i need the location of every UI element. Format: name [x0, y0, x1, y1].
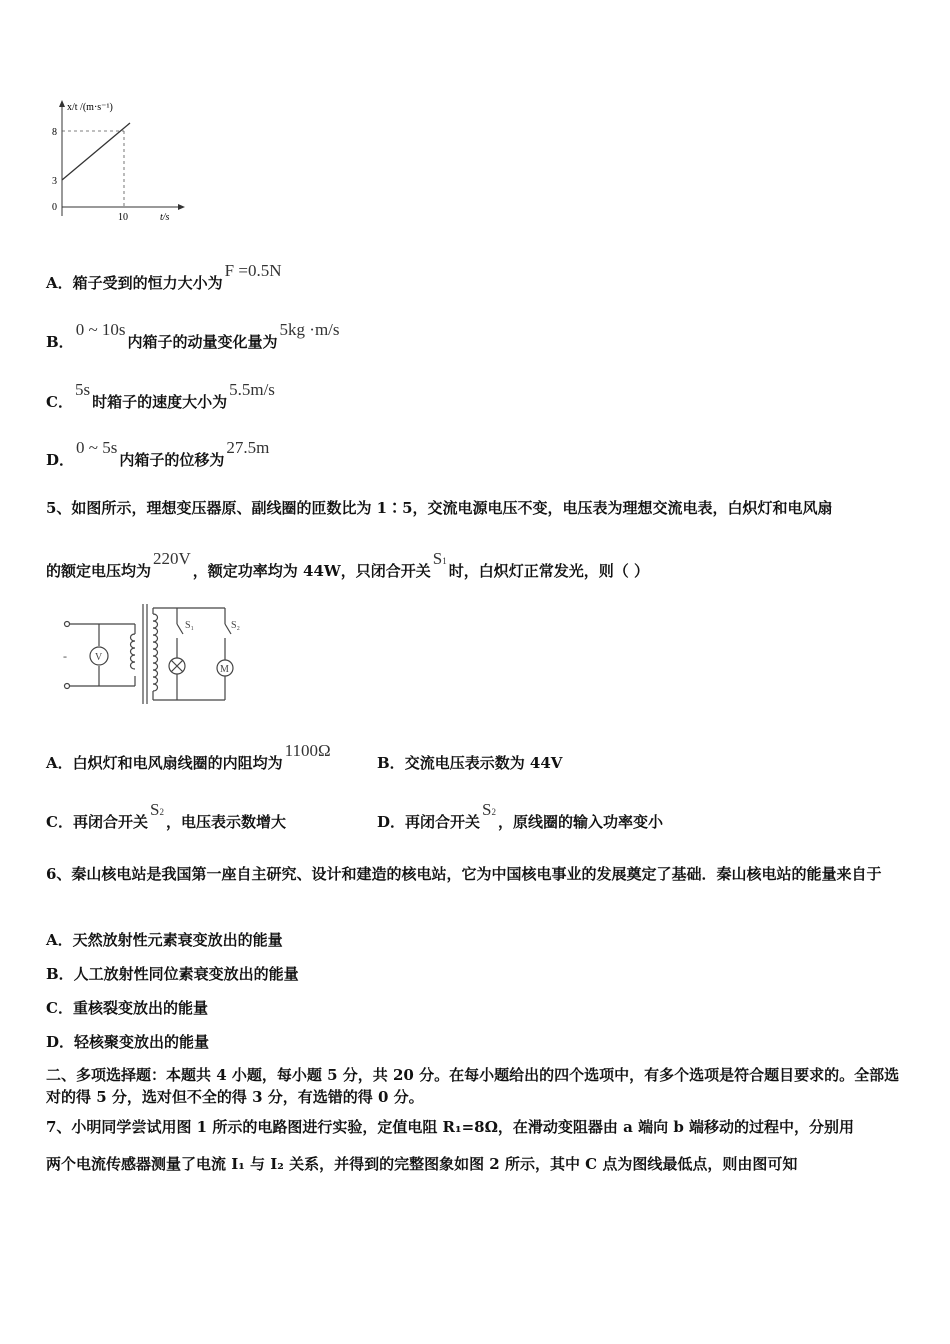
svg-text:V: V — [95, 652, 103, 663]
math-force: F =0.5N — [224, 261, 282, 280]
y-tick-8: 8 — [52, 127, 57, 138]
x-axis-arrow — [178, 204, 185, 210]
math-velocity: 5.5m/s — [229, 380, 275, 399]
q5-option-c: C．再闭合开关S2，电压表示数增大 — [46, 800, 286, 831]
q5-option-b: B．交流电压表示数为 44V — [377, 754, 563, 772]
q5-option-a: A．白炽灯和电风扇线圈的内阻均为1100Ω — [46, 741, 331, 772]
graph-line — [62, 123, 130, 180]
svg-text:S₁: S₁ — [185, 620, 195, 631]
terminal-top — [65, 622, 70, 627]
q6-stem: 6、秦山核电站是我国第一座自主研究、设计和建造的核电站，它为中国核电事业的发展奠定了基础．秦山核电站的能量来自于 — [46, 865, 882, 883]
y-tick-0: 0 — [52, 202, 57, 213]
q6-option-c: C．重核裂变放出的能量 — [46, 999, 208, 1017]
q4-option-a: A．箱子受到的恒力大小为F =0.5N — [46, 261, 282, 292]
terminal-bottom — [65, 684, 70, 689]
transformer-circuit — [55, 600, 255, 710]
svg-text:S₂: S₂ — [231, 620, 241, 631]
q5-stem-line1: 5、如图所示，理想变压器原、副线圈的匝数比为 1∶5，交流电源电压不变，电压表为理想交流电表，白炽灯和电风扇 — [46, 499, 833, 517]
q5-option-d: D．再闭合开关S2，原线圈的输入功率变小 — [377, 800, 664, 831]
x-axis-label: t/s — [160, 212, 170, 223]
q4-option-d: D．0 ~ 5s内箱子的位移为27.5m — [46, 438, 270, 469]
svg-text:M: M — [220, 664, 229, 675]
q7-line1: 7、小明同学尝试用图 1 所示的电路图进行实验，定值电阻 R₁=8Ω，在滑动变阻器由 a 端向 b 端移动的过程中，分别用 — [46, 1118, 855, 1136]
secondary-coil — [153, 614, 158, 691]
y-tick-3: 3 — [52, 176, 57, 187]
math-displacement: 27.5m — [226, 438, 270, 457]
math-momentum: 5kg ·m/s — [279, 320, 340, 339]
q4-option-c: C．5s时箱子的速度大小为5.5m/s — [46, 380, 275, 411]
x-tick-10: 10 — [118, 212, 128, 223]
q6-option-d: D．轻核聚变放出的能量 — [46, 1033, 210, 1051]
q5-stem-line2: 的额定电压均为220V，额定功率均为 44W，只闭合开关S1时，白炽灯正常发光，则（ ） — [46, 549, 649, 580]
primary-coil — [131, 634, 136, 669]
y-axis-arrow — [59, 100, 65, 107]
q6-option-b: B．人工放射性同位素衰变放出的能量 — [46, 965, 299, 983]
q4-option-b: B．0 ~ 10s内箱子的动量变化量为5kg ·m/s — [46, 320, 340, 351]
velocity-time-graph — [40, 96, 190, 231]
section2-heading: 二、多项选择题：本题共 4 小题，每小题 5 分，共 20 分。在每小题给出的四个选项中，有多个选项是符合题目要求的。全部选对的得 5 分，选对但不全的得 3 分，有选错的得 0 分。 — [46, 1066, 900, 1106]
switch-s1 — [177, 624, 183, 634]
q7-line2: 两个电流传感器测量了电流 I₁ 与 I₂ 关系，并得到的完整图象如图 2 所示，其中 C 点为图线最低点，则由图可知 — [46, 1155, 798, 1173]
q6-option-a: A．天然放射性元素衰变放出的能量 — [46, 931, 283, 949]
y-axis-label: x/t /(m·s⁻¹) — [67, 102, 113, 113]
svg-text:-: - — [63, 649, 67, 663]
